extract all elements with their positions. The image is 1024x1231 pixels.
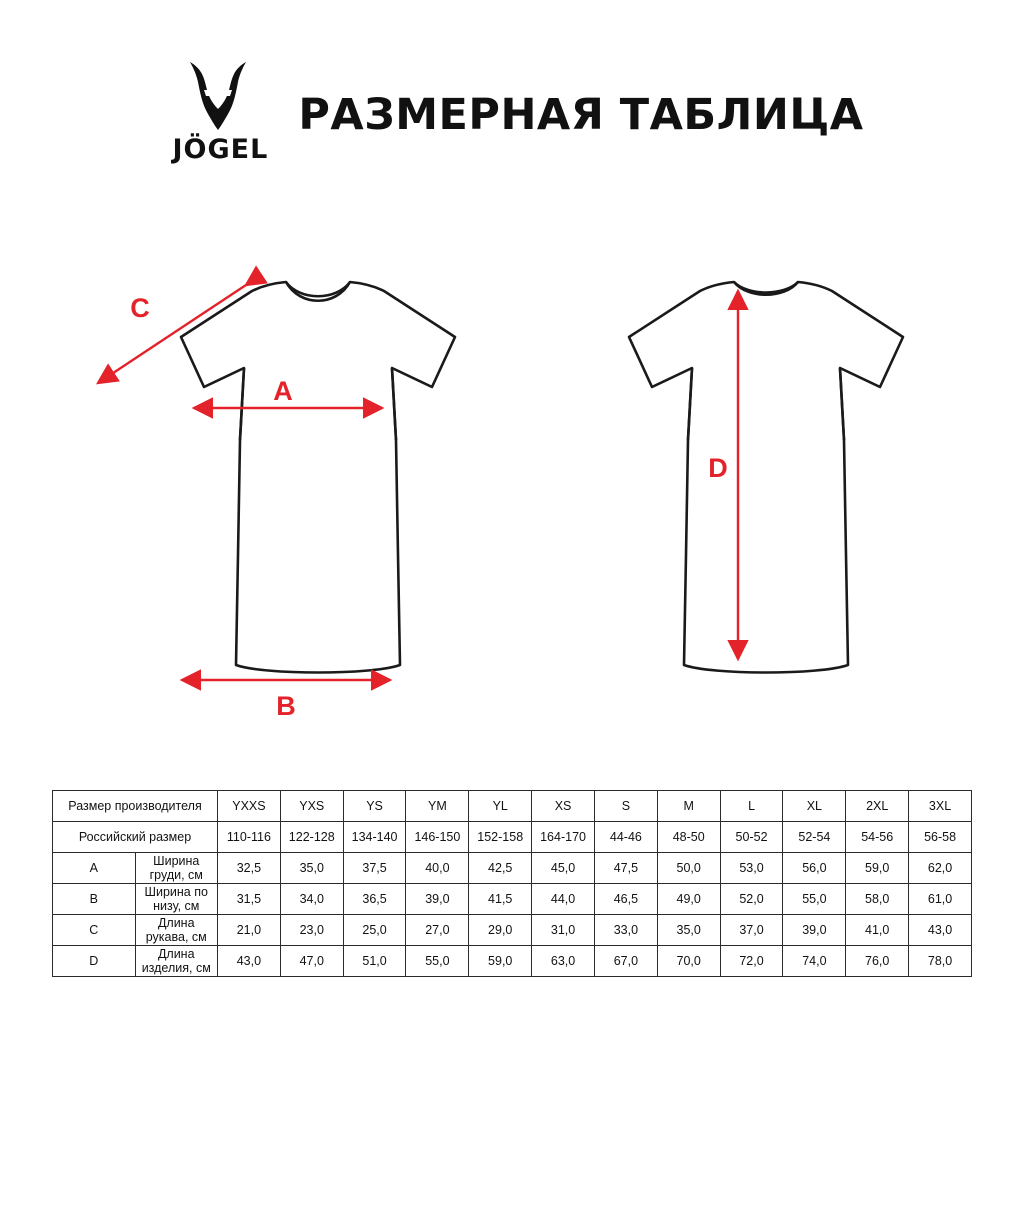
measure-a-arrow xyxy=(194,376,382,408)
measure-value: 43,0 xyxy=(909,915,972,946)
label-a: A xyxy=(273,376,293,406)
measure-value: 53,0 xyxy=(720,853,783,884)
size-header-3xl: 3XL xyxy=(909,791,972,822)
table-row xyxy=(53,915,972,946)
measure-value: 39,0 xyxy=(783,915,846,946)
measure-value: 27,0 xyxy=(406,915,469,946)
table-row xyxy=(53,946,972,977)
measure-value: 35,0 xyxy=(280,853,343,884)
size-header-yxxs: YXXS xyxy=(218,791,281,822)
size-header-ym: YM xyxy=(406,791,469,822)
row-letter-d: D xyxy=(53,946,136,977)
measure-value: 44,0 xyxy=(532,884,595,915)
measure-value: 51,0 xyxy=(343,946,406,977)
measure-value: 62,0 xyxy=(909,853,972,884)
measure-value: 36,5 xyxy=(343,884,406,915)
measure-value: 52,0 xyxy=(720,884,783,915)
measure-value: 43,0 xyxy=(218,946,281,977)
russian-size-value: 44-46 xyxy=(594,822,657,853)
size-header-yxs: YXS xyxy=(280,791,343,822)
measure-value: 41,5 xyxy=(469,884,532,915)
label-c: C xyxy=(130,293,150,323)
size-table xyxy=(52,790,972,977)
measure-value: 63,0 xyxy=(532,946,595,977)
russian-size-row xyxy=(53,822,972,853)
measure-value: 47,0 xyxy=(280,946,343,977)
size-header-xl: XL xyxy=(783,791,846,822)
measure-value: 67,0 xyxy=(594,946,657,977)
size-table-container xyxy=(52,790,972,977)
russian-size-value: 146-150 xyxy=(406,822,469,853)
size-header-2xl: 2XL xyxy=(846,791,909,822)
russian-size-label: Российский размер xyxy=(53,822,218,853)
front-tshirt-outline xyxy=(181,282,455,673)
measure-value: 45,0 xyxy=(532,853,595,884)
measure-value: 61,0 xyxy=(909,884,972,915)
measure-value: 39,0 xyxy=(406,884,469,915)
row-label-a: Ширина груди, см xyxy=(135,853,218,884)
page-title: РАЗМЕРНАЯ ТАБЛИЦА xyxy=(298,90,864,140)
measure-value: 70,0 xyxy=(657,946,720,977)
russian-size-value: 134-140 xyxy=(343,822,406,853)
table-row xyxy=(53,884,972,915)
measure-value: 23,0 xyxy=(280,915,343,946)
measure-value: 55,0 xyxy=(783,884,846,915)
russian-size-value: 164-170 xyxy=(532,822,595,853)
label-d: D xyxy=(708,453,728,483)
row-letter-a: A xyxy=(53,853,136,884)
russian-size-value: 56-58 xyxy=(909,822,972,853)
size-header-l: L xyxy=(720,791,783,822)
measure-value: 41,0 xyxy=(846,915,909,946)
back-tshirt-outline xyxy=(629,282,903,673)
row-letter-c: C xyxy=(53,915,136,946)
measure-value: 50,0 xyxy=(657,853,720,884)
measure-value: 34,0 xyxy=(280,884,343,915)
label-b: B xyxy=(276,691,296,721)
jogel-bird-logo-icon xyxy=(188,60,248,132)
measure-value: 33,0 xyxy=(594,915,657,946)
measure-d-arrow xyxy=(708,291,738,659)
russian-size-value: 50-52 xyxy=(720,822,783,853)
measure-value: 78,0 xyxy=(909,946,972,977)
russian-size-value: 110-116 xyxy=(218,822,281,853)
manufacturer-size-label: Размер производителя xyxy=(53,791,218,822)
size-header-ys: YS xyxy=(343,791,406,822)
page-header xyxy=(0,60,1024,170)
brand-wordmark: JÖGEL xyxy=(172,134,269,165)
size-header-m: M xyxy=(657,791,720,822)
russian-size-value: 52-54 xyxy=(783,822,846,853)
russian-size-value: 54-56 xyxy=(846,822,909,853)
row-label-b: Ширина по низу, см xyxy=(135,884,218,915)
measure-value: 35,0 xyxy=(657,915,720,946)
russian-size-value: 152-158 xyxy=(469,822,532,853)
measure-value: 21,0 xyxy=(218,915,281,946)
russian-size-value: 122-128 xyxy=(280,822,343,853)
measure-b-arrow xyxy=(182,680,390,721)
measure-value: 49,0 xyxy=(657,884,720,915)
measure-value: 25,0 xyxy=(343,915,406,946)
measure-value: 42,5 xyxy=(469,853,532,884)
tshirt-diagram xyxy=(0,255,1024,745)
row-label-c: Длина рукава, см xyxy=(135,915,218,946)
measure-value: 55,0 xyxy=(406,946,469,977)
row-letter-b: B xyxy=(53,884,136,915)
measure-value: 72,0 xyxy=(720,946,783,977)
measure-value: 58,0 xyxy=(846,884,909,915)
brand-logo xyxy=(160,60,280,170)
size-header-yl: YL xyxy=(469,791,532,822)
measure-value: 32,5 xyxy=(218,853,281,884)
size-header-xs: XS xyxy=(532,791,595,822)
measure-value: 31,0 xyxy=(532,915,595,946)
measure-value: 56,0 xyxy=(783,853,846,884)
measure-value: 76,0 xyxy=(846,946,909,977)
size-header-s: S xyxy=(594,791,657,822)
row-label-d: Длина изделия, см xyxy=(135,946,218,977)
table-row xyxy=(53,853,972,884)
measure-c-arrow xyxy=(98,285,246,383)
measure-value: 59,0 xyxy=(469,946,532,977)
measure-value: 46,5 xyxy=(594,884,657,915)
table-header-row xyxy=(53,791,972,822)
measure-value: 31,5 xyxy=(218,884,281,915)
measure-value: 74,0 xyxy=(783,946,846,977)
measure-value: 37,0 xyxy=(720,915,783,946)
measure-value: 37,5 xyxy=(343,853,406,884)
measure-value: 47,5 xyxy=(594,853,657,884)
russian-size-value: 48-50 xyxy=(657,822,720,853)
measure-value: 59,0 xyxy=(846,853,909,884)
measurement-illustration xyxy=(0,255,1024,745)
measure-value: 40,0 xyxy=(406,853,469,884)
measure-value: 29,0 xyxy=(469,915,532,946)
